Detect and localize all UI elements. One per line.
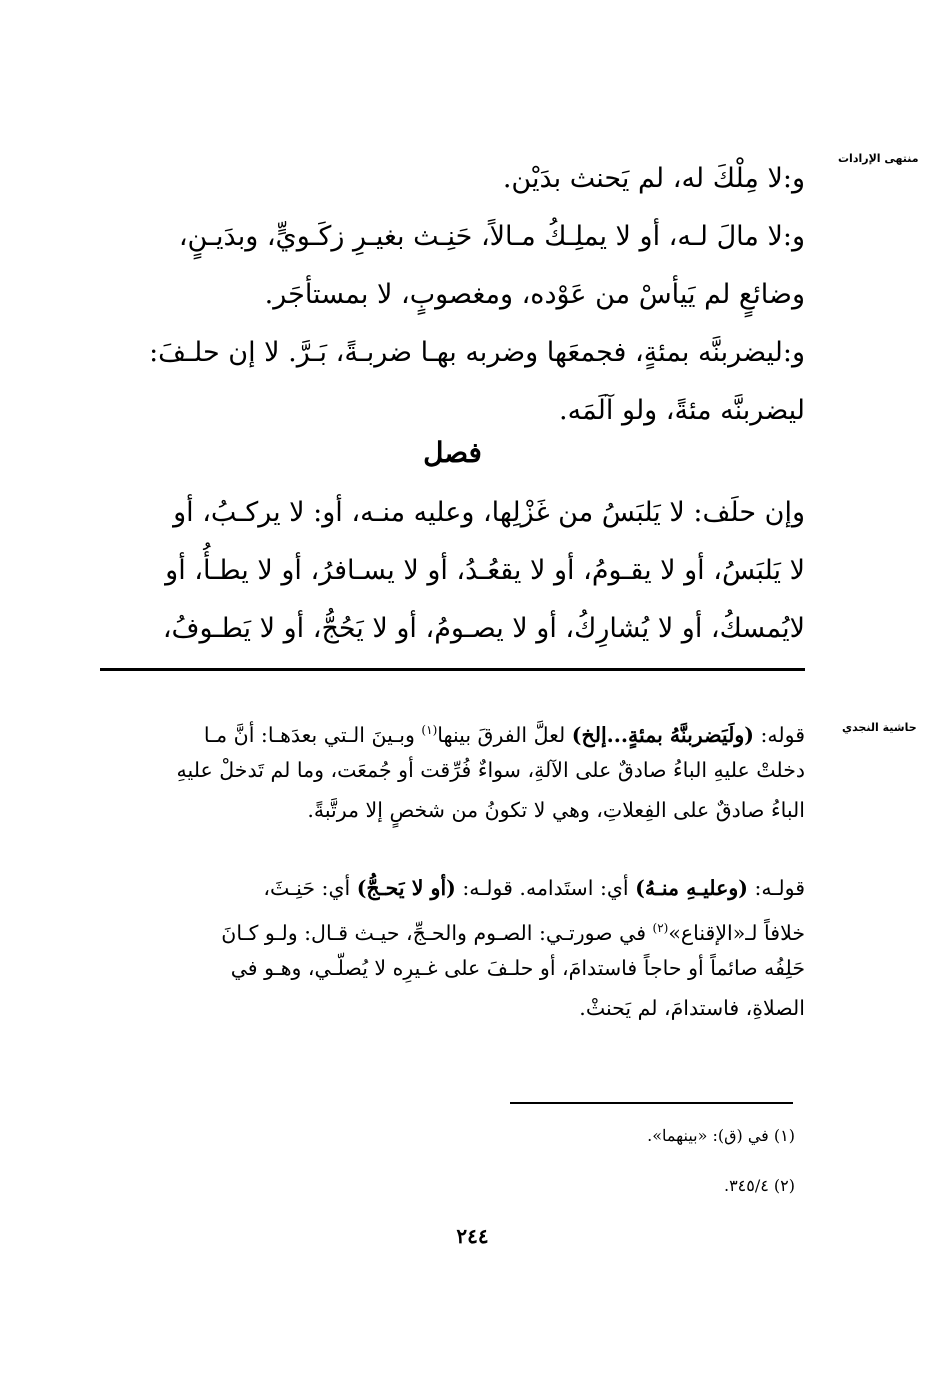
main-line-5: ليضربنَّه مئةً، ولو آلَمَه. [559, 395, 805, 426]
footnote-divider [510, 1102, 793, 1104]
commentary-text: أي: حَنِـثَ، [263, 876, 357, 900]
commentary-text: أي: استَدامه. قولـه: [455, 876, 636, 900]
side-label-main-text: منتهى الإرادات [838, 152, 919, 165]
main-line-2: و:لا مالَ لـه، أو لا يملِـكُ مـالاً، حَنِـث بغيـرِ زكَـويٍّ، وبدَيـنٍ، [178, 221, 805, 252]
footnote-ref: (١) [421, 723, 438, 737]
section-line-2: لا يَلبَسُ، أو لا يقـومُ، أو لا يقعُـدُ، أو لا يسـافرُ، أو لا يطـأُ، أو [165, 555, 805, 586]
section-line-3: لايُمسكُ، أو لا يُشارِكُ، أو لا يصـومُ، أو لا يَحُجُّ، أو لا يَطـوفُ، [162, 613, 805, 644]
commentary-line: الصلاةِ، فاستدامَ، لم يَحنثْ. [579, 996, 805, 1020]
side-label-commentary: حاشية النجدي [842, 721, 917, 734]
commentary-paragraph-2 [100, 868, 805, 1028]
main-text-block [100, 150, 805, 440]
section-heading: فصل [423, 436, 482, 469]
main-line-4: و:ليضربنَّه بمئةٍ، فجمعَها وضربه بهـا ضربـةً، بَـرَّ. لا إن حلـفَ: [149, 337, 805, 368]
commentary-paragraph-1 [100, 710, 805, 830]
commentary-text: وبـينَ الـتي بعدَهـا: أنَّ مـا [203, 722, 422, 747]
footnote-2: (٢) ٣٤٥/٤. [723, 1176, 795, 1195]
commentary-quote: (وعليـهِ منـهُ) [635, 876, 748, 900]
commentary-quote: (ولَيَضربنَّهُ بمئةٍ...إلخ) [571, 722, 754, 747]
commentary-line [100, 868, 805, 908]
commentary-line: دخلتْ عليهِ الباءُ صادقٌ على الآلةِ، سواءٌ فُرِّقت أو جُمعَت، وما لم تَدخلْ عليهِ [176, 758, 805, 782]
main-line-1: و:لا مِلْكَ له، لم يَحنث بدَيْن. [502, 163, 805, 194]
commentary-text: في صورتـي: الصـوم والحـجِّ، حيـث قـال: ولـو كـانَ [221, 920, 653, 945]
commentary-text: قوله: [753, 722, 805, 747]
commentary-text: خلافاً لـ«الإقناع» [668, 920, 805, 945]
commentary-line: حَلِفُه صائماً أو حاجاً فاستدامَ، أو حلـفَ على غـيرِه لا يُصلّـي، وهـو في [230, 956, 805, 980]
main-divider [100, 668, 805, 671]
section-text-block [100, 484, 805, 658]
commentary-text: لعلَّ الفرقَ بينها [437, 722, 572, 747]
footnote-ref: (٢) [652, 921, 669, 935]
page-number: ٢٤٤ [456, 1224, 489, 1248]
footnote-1: (١) في (ق): «بينهما». [647, 1126, 795, 1145]
section-line-1: وإن حلَف: لا يَلبَسُ من غَزْلِها، وعليه منـه، أو: لا يركـبُ، أو [173, 497, 805, 528]
commentary-quote: (أو لا يَحـجُّ) [356, 876, 456, 900]
commentary-line [100, 908, 805, 948]
commentary-line: الباءُ صادقٌ على الفِعلاتِ، وهي لا تكونُ من شخصٍ إلا مرتَّبةً. [307, 798, 805, 822]
main-line-3: وضائعٍ لم يَيأسْ من عَوْده، ومغصوبٍ، لا بمستأجَر. [264, 279, 805, 310]
commentary-text: قولـه: [747, 876, 805, 900]
commentary-line [100, 710, 805, 750]
